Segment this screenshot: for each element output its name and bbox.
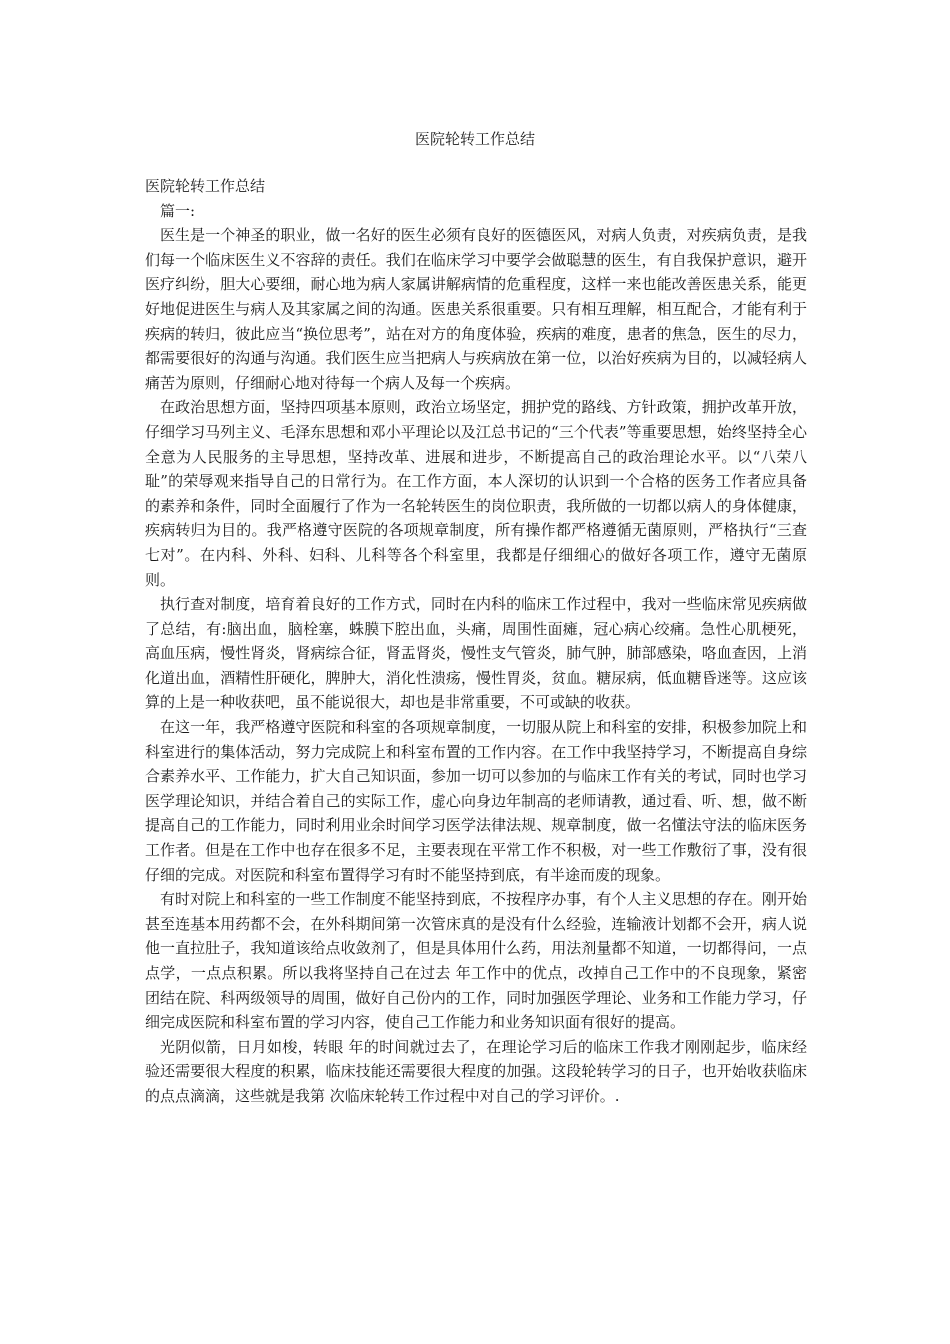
document-subtitle: 医院轮转工作总结 xyxy=(145,177,266,195)
paragraph-2: 在政治思想方面，坚持四项基本原则，政治立场坚定，拥护党的路线、方针政策，拥护改革开放，仔细学习马列主义、毛泽东思想和邓小平理论以及江总书记的“三个代表”等重要思想，始终坚持全心全意为人民服务的主导思想，坚持改革、进展和进步，不断提高自己的政治理论水平。以“八荣八耻”的荣辱观来指导自己的日常行为。在工作方面，本人深切的认识到一个合格的医务工作者应具备的素养和条件，同时全面履行了作为一名轮转医生的岗位职责，我所做的一切都以病人的身体健康，疾病转归为目的。我严格遵守医院的各项规章制度，所有操作都严格遵循无菌原则，严格执行“三查七对”。在内科、外科、妇科、儿科等各个科室里，我都是仔细细心的做好各项工作，遵守无菌原则。 xyxy=(145,398,807,589)
part-label: 篇一: xyxy=(160,201,196,220)
paragraph-6: 光阴似箭，日月如梭，转眼 年的时间就过去了，在理论学习后的临床工作我才刚刚起步，临床经验还需要很大程度的积累，临床技能还需要很大程度的加强。这段轮转学习的日子，也开始收获临床的点点滴滴，这些就是我第 次临床轮转工作过程中对自己的学习评价。. xyxy=(145,1037,807,1105)
document-title: 医院轮转工作总结 xyxy=(414,130,535,148)
paragraph-5: 有时对院上和科室的一些工作制度不能坚持到底，不按程序办事，有个人主义思想的存在。刚开始甚至连基本用药都不会，在外科期间第一次管床真的是没有什么经验，连输液计划都不会开，病人说他一直拉肚子，我知道该给点收敛剂了，但是具体用什么药，用法剂量都不知道，一切都得问，一点点学，一点点积累。所以我将坚持自己在过去 年工作中的优点，改掉自己工作中的不良现象，紧密团结在院、科两级领导的周围，做好自己份内的工作，同时加强医学理论、业务和工作能力学习，仔细完成医院和科室布置的学习内容，使自己工作能力和业务知识面有很好的提高。 xyxy=(145,890,807,1032)
paragraph-3: 执行查对制度，培育着良好的工作方式，同时在内科的临床工作过程中，我对一些临床常见疾病做了总结，有:脑出血，脑栓塞，蛛膜下腔出血，头痛，周围性面瘫，冠心病心绞痛。急性心肌梗死，高血压病，慢性肾炎，肾病综合征，肾盂肾炎，慢性支气管炎，肺气肿，肺部感染，咯血查因，上消化道出血，酒精性肝硬化，脾肿大，消化性溃疡，慢性胃炎，贫血。糖尿病，低血糖昏迷等。这应该算的上是一种收获吧，虽不能说很大，却也是非常重要，不可或缺的收获。 xyxy=(145,595,807,712)
paragraph-1: 医生是一个神圣的职业，做一名好的医生必须有良好的医德医风，对病人负责，对疾病负责，是我们每一个临床医生义不容辞的责任。我们在临床学习中要学会做聪慧的医生，有自我保护意识，避开医疗纠纷，胆大心要细，耐心地为病人家属讲解病情的危重程度，这样一来也能改善医患关系，能更好地促进医生与病人及其家属之间的沟通。医患关系很重要。只有相互理解，相互配合，才能有利于疾病的转归，彼此应当“换位思考”，站在对方的角度体验，疾病的难度，患者的焦急，医生的尽力，都需要很好的沟通与沟通。我们医生应当把病人与疾病放在第一位，以治好疾病为目的，以减轻病人痛苦为原则，仔细耐心地对待每一个病人及每一个疾病。 xyxy=(145,226,807,392)
paragraph-4: 在这一年，我严格遵守医院和科室的各项规章制度，一切服从院上和科室的安排，积极参加院上和科室进行的集体活动，努力完成院上和科室布置的工作内容。在工作中我坚持学习，不断提高自身综合素养水平、工作能力，扩大自己知识面，参加一切可以参加的与临床工作有关的考试，同时也学习医学理论知识，并结合着自己的实际工作，虚心向身边年制高的老师请教，通过看、听、想，做不断提高自己的工作能力，同时利用业余时间学习医学法律法规、规章制度，做一名懂法守法的临床医务工作者。但是在工作中也存在很多不足，主要表现在平常工作不积极，对一些工作敷衍了事，没有很仔细的完成。对医院和科室布置得学习有时不能坚持到底，有半途而废的现象。 xyxy=(145,718,807,884)
document-body xyxy=(145,174,807,1109)
